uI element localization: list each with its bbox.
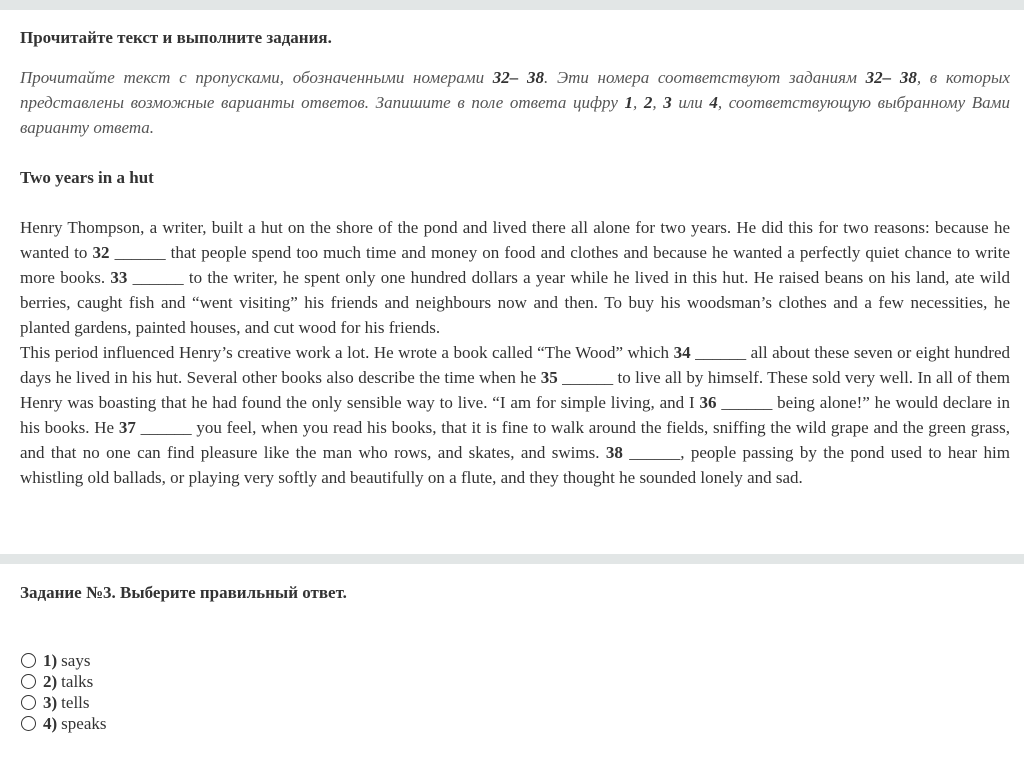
text-title: Two years in a hut (20, 168, 154, 187)
bold-run: 36 (699, 393, 717, 412)
option-number: 2) (43, 672, 58, 691)
option-number: 3) (43, 693, 58, 712)
question-title: Задание №3. Выберите правильный ответ. (20, 583, 347, 602)
bold-run: 3 (663, 93, 672, 112)
section-divider-band (0, 554, 1024, 564)
bold-run: 32– 38 (492, 68, 544, 87)
option-label: tells (61, 693, 90, 712)
answer-option-1[interactable] (21, 650, 107, 671)
answer-options (21, 650, 107, 734)
radio-button[interactable] (21, 695, 36, 710)
text-paragraph-2: This period influenced Henry’s creative work a lot. He wrote a book called “The Wood” which 34 ______ all about these seven or eight hundred days he lived in his hut. Several other books also describe the time when he 35 ______ to live all by himself. These sold very well. In all of them Henry was boasting that he had found the only sensible way to live. “I am for simple living, and I 36 ______ being alone!” he would declare in his books. He 37 ______ you feel, when you read his books, that it is fine to walk around the fields, sniffing the wild grape and the green grass, and that no one can find pleasure like the man who rows, and skates, and swims. 38 ______, people passing by the pond used to hear him whistling old ballads, or playing very softly and beautifully on a flute, and they thought he sounded lonely and sad. (20, 343, 1011, 487)
answer-option-2[interactable] (21, 671, 107, 692)
bold-run: 1 (624, 93, 633, 112)
bold-run: 34 (673, 343, 691, 362)
text-paragraph-1: Henry Thompson, a writer, built a hut on the shore of the pond and lived there all alone for two years. He did this for two reasons: because he wanted to 32 ______ that people spend too much time and money on food and clothes and because he wanted a perfectly quiet chance to write more books. 33 ______ to the writer, he spent only one hundred dollars a year while he lived in this hut. He raised beans on his land, ate wild berries, caught fish and “went visiting” his friends and neighbours now and then. To buy his woodsman’s clothes and a few necessities, he planted gardens, painted houses, and cut wood for his friends. (20, 218, 1011, 337)
bold-run: 33 (110, 268, 128, 287)
option-number: 4) (43, 714, 58, 733)
task-intro-title: Прочитайте текст и выполните задания. (20, 28, 332, 47)
instruction-text: Прочитайте текст с пропусками, обозначенными номерами 32– 38. Эти номера соответствуют заданиям 32– 38, в которых представлены возможные варианты ответов. Запишите в поле ответа цифру 1, 2, 3 или 4, соответствующую выбранному Вами варианту ответа. (20, 68, 1011, 137)
option-label: speaks (61, 714, 107, 733)
radio-button[interactable] (21, 716, 36, 731)
bold-run: 38 (605, 443, 623, 462)
option-label: talks (61, 672, 94, 691)
top-divider-band (0, 0, 1024, 10)
bold-run: 35 (540, 368, 558, 387)
bold-run: 32– 38 (865, 68, 917, 87)
radio-button[interactable] (21, 653, 36, 668)
option-number: 1) (43, 651, 58, 670)
bold-run: 2 (643, 93, 653, 112)
answer-option-4[interactable] (21, 713, 107, 734)
option-label: says (61, 651, 91, 670)
bold-run: 37 (118, 418, 136, 437)
bold-run: 32 (92, 243, 110, 262)
answer-option-3[interactable] (21, 692, 107, 713)
radio-button[interactable] (21, 674, 36, 689)
bold-run: 4 (709, 93, 718, 112)
